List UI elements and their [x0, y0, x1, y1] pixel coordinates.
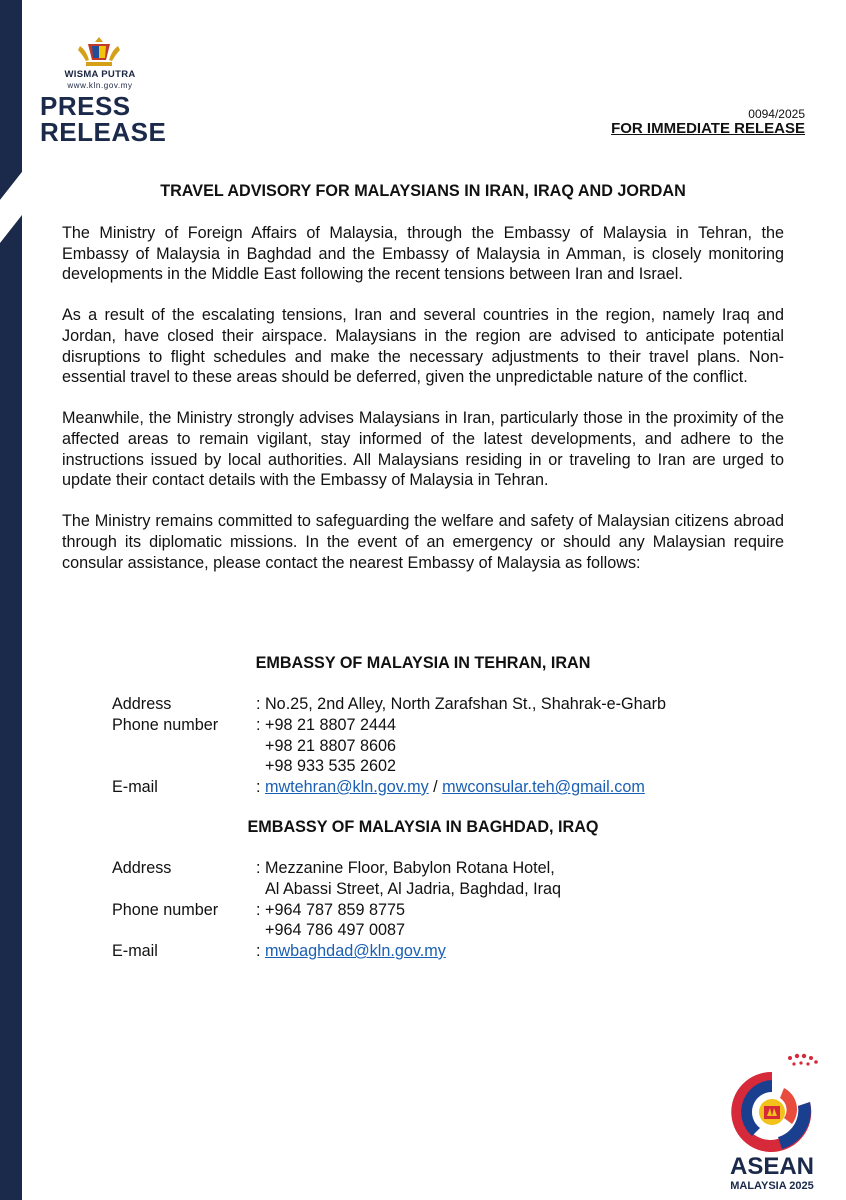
- baghdad-email-row: [112, 941, 446, 962]
- baghdad-phone-row: [112, 900, 405, 921]
- document-title: TRAVEL ADVISORY FOR MALAYSIANS IN IRAN, IRAQ AND JORDAN: [160, 182, 686, 200]
- email-prefix: :: [256, 778, 265, 796]
- baghdad-address-row: [112, 858, 555, 879]
- paragraph: Meanwhile, the Ministry strongly advises Malaysians in Iran, particularly those in the proximity of the affected areas to remain vigilant, stay informed of the latest developments, and adhere to the instructions issued by local authorities. All Malaysians residing in or traveling to Iran are urged to update their contact details with the Embassy of Malaysia in Tehran.: [62, 409, 784, 490]
- embassy-heading-baghdad: EMBASSY OF MALAYSIA IN BAGHDAD, IRAQ: [247, 818, 599, 836]
- tehran-phone-3: +98 933 535 2602: [265, 757, 396, 775]
- press-line1: PRESS: [40, 91, 131, 121]
- document-body: [62, 223, 784, 594]
- baghdad-phone-1: : +964 787 859 8775: [256, 901, 405, 919]
- paragraph: The Ministry of Foreign Affairs of Malaysia, through the Embassy of Malaysia in Tehran, the Embassy of Malaysia in Baghdad and the Embassy of Malaysia in Amman, is closely monitoring developments in the Middle East following the recent tensions between Iran and Israel.: [62, 224, 784, 284]
- phone-label: Phone number: [112, 901, 219, 919]
- email-separator: /: [428, 778, 443, 796]
- tehran-phone-1: : +98 21 8807 2444: [256, 716, 396, 734]
- phone-label: Phone number: [112, 716, 219, 734]
- email-label: E-mail: [112, 778, 158, 796]
- address-label: Address: [112, 859, 172, 877]
- press-release-heading: [40, 93, 166, 145]
- tehran-email-row: [112, 777, 645, 798]
- press-line2: RELEASE: [40, 117, 167, 147]
- paragraph: As a result of the escalating tensions, Iran and several countries in the region, namely Iraq and Jordan, have closed their airspace. Malaysians in the region are advised to anticipate potential disruptions to flight schedules and make the necessary adjustments to their travel plans. Non-essential travel to these areas should be deferred, given the unpredictable nature of the conflict.: [62, 306, 784, 387]
- asean-malaysia-2025-logo-icon: [712, 1050, 832, 1195]
- paragraph: The Ministry remains committed to safeguarding the welfare and safety of Malaysian citizens abroad through its diplomatic missions. In the event of an emergency or should any Malaysian require consular assistance, please contact the nearest Embassy of Malaysia as follows:: [62, 512, 784, 572]
- baghdad-address-2: Al Abassi Street, Al Jadria, Baghdad, Iraq: [265, 880, 562, 898]
- reference-number: 0094/2025: [748, 107, 805, 121]
- tehran-consular-email-link[interactable]: mwconsular.teh@gmail.com: [442, 778, 645, 796]
- tehran-email-link[interactable]: mwtehran@kln.gov.my: [265, 778, 429, 796]
- release-type: FOR IMMEDIATE RELEASE: [611, 120, 805, 137]
- org-name: WISMA PUTRA: [64, 69, 136, 80]
- org-website: www.kln.gov.my: [67, 81, 133, 90]
- address-label: Address: [112, 695, 172, 713]
- left-decorative-stripe: [0, 0, 22, 1200]
- asean-logo-subtext: MALAYSIA 2025: [730, 1180, 814, 1192]
- tehran-phone-2: +98 21 8807 8606: [265, 737, 396, 755]
- tehran-address-row: [112, 694, 666, 715]
- baghdad-email-link[interactable]: mwbaghdad@kln.gov.my: [265, 942, 446, 960]
- email-prefix: :: [256, 942, 265, 960]
- asean-logo-text: ASEAN: [729, 1153, 815, 1180]
- tehran-address: : No.25, 2nd Alley, North Zarafshan St., Shahrak-e-Gharb: [256, 695, 666, 713]
- email-label: E-mail: [112, 942, 158, 960]
- malaysia-coat-of-arms-icon: [76, 36, 122, 70]
- tehran-phone-row: [112, 715, 396, 736]
- baghdad-address-1: : Mezzanine Floor, Babylon Rotana Hotel,: [256, 859, 555, 877]
- baghdad-phone-2: +964 786 497 0087: [265, 921, 405, 939]
- embassy-heading-tehran: EMBASSY OF MALAYSIA IN TEHRAN, IRAN: [255, 654, 591, 672]
